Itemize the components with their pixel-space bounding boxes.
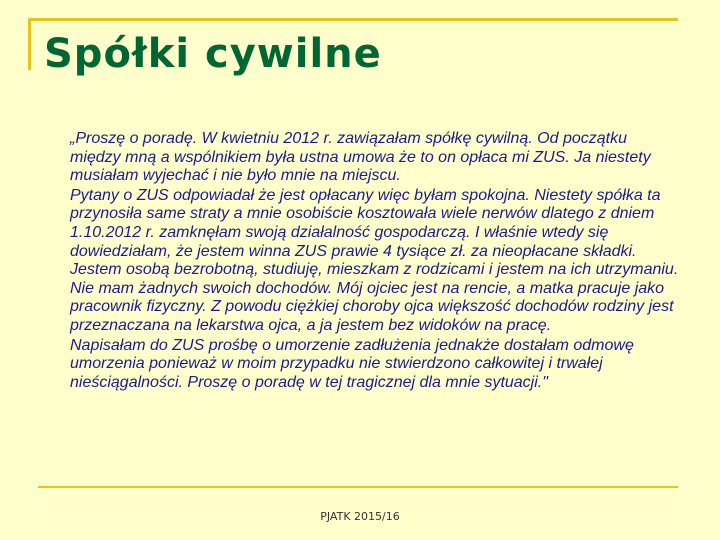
slide-footer: PJATK 2015/16 [320, 510, 400, 523]
slide-title: Spółki cywilne [44, 31, 382, 77]
body-paragraph-1: „Proszę o poradę. W kwietniu 2012 r. zawiązałam spółkę cywilną. Od początku między mną a wspólnikiem była ustna umowa że to on opłaca mi ZUS. Ja niestety musiałam wyjechać i nie było mnie na miejscu. [70, 130, 651, 185]
accent-line-bottom [38, 486, 678, 488]
body-paragraph-2: Pytany o ZUS odpowiadał że jest opłacany więc byłam spokojna. Niestety spółka ta przynosiła same straty a mnie osobiście kosztowała wiele nerwów dlatego z dniem 1.10.2012 r. zamknęłam swoją działalność gospodarczą. I właśnie wtedy się dowiedziałam, że jestem winna ZUS prawie 4 tysiące zł. za nieopłacane składki. Jestem osobą bezrobotną, studiuję, mieszkam z rodzicami i jestem na ich utrzymaniu. Nie mam żadnych swoich dochodów. Mój ojciec jest na rencie, a matka pracuje jako pracownik fizyczny. Z powodu ciężkiej choroby ojca większość dochodów rodziny jest przeznaczana na lekarstwa ojca, a ja jestem bez widoków na pracę. [70, 186, 679, 334]
slide-body [70, 130, 682, 393]
accent-line-top [30, 18, 678, 21]
accent-line-vertical [28, 18, 31, 70]
body-paragraph-3: Napisałam do ZUS prośbę o umorzenie zadłużenia jednakże dostałam odmowę umorzenia ponieważ w moim przypadku nie stwierdzono całkowitej i trwałej nieściągalności. Proszę o poradę w tej tragicznej dla mnie sytuacji." [70, 336, 634, 391]
